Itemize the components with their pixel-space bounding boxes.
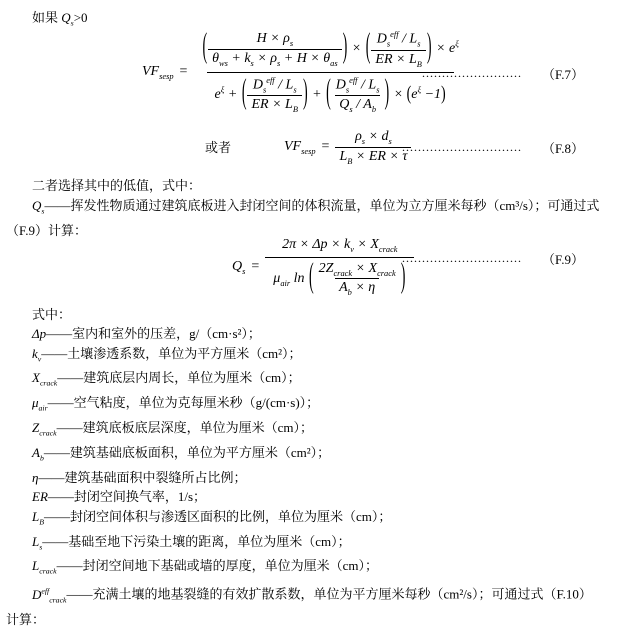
plus-sign: + xyxy=(312,86,322,102)
eq9-inner-den: $A_b \times \eta$ xyxy=(335,278,379,297)
def-item xyxy=(32,487,616,506)
dotted-leader-f8: .............................. xyxy=(402,140,522,154)
def-desc: ——建筑基础面积中裂缝所占比例； xyxy=(38,470,247,486)
definition-list xyxy=(6,305,616,629)
def-desc: ——空气粘度，单位为克每厘米秒（g/(cm·s)）； xyxy=(47,395,320,411)
eq7-frac1-den: $\theta_{ws} + k_s \times \rho_s + H \times \theta_{as}$ xyxy=(208,49,341,68)
def-desc: ——建筑基础底板面积，单位为平方厘米（cm²）； xyxy=(43,445,331,461)
def-desc: ——封闭空间体积与渗透区面积的比例，单位为厘米（cm）； xyxy=(44,508,392,524)
eq9-inner-num: $2Z_{crack} \times X_{crack}$ xyxy=(318,260,396,278)
equation-label-f9: （F.9） xyxy=(542,252,584,267)
def-term: $X_{crack}$ xyxy=(32,370,58,389)
def-term: $L_{crack}$ xyxy=(32,558,57,577)
eq9-lhs: $Q_s$ xyxy=(232,258,246,276)
qs-term: $Q_s$ xyxy=(32,198,45,216)
def-desc: ——封闭空间换气率，1/s； xyxy=(47,489,207,505)
equation-label-f8: （F.8） xyxy=(542,141,584,156)
intro-prefix: 如果 xyxy=(32,10,62,25)
equation-label-f7: （F.7） xyxy=(542,67,584,82)
eq8-equals: = xyxy=(321,139,330,154)
def-item xyxy=(32,443,616,468)
def-term: $A_b$ xyxy=(32,445,44,463)
eq9-den: $\mu_{air}$ ln ( $\frac{2Z_{crack} \times X_{crack}}{A_b \times \eta}$ ) xyxy=(265,257,414,299)
def-desc: ——室内和室外的压差，g/（cm·s²）； xyxy=(46,326,261,342)
eq9-num: $2\pi \times \Delta p \times k_v \times X_{crack}$ xyxy=(282,236,398,254)
dotted-leader-f9: .............................. xyxy=(402,251,522,265)
closing-text: 计算： xyxy=(6,611,46,627)
multiply-sign: × xyxy=(436,41,446,57)
eq7-numerator: ( $\frac{H \times \rho_s}{\theta_{ws} + k_s \times \rho_s + H \times \theta_{as}}$ ) × ( $\frac{D_s^{eff} / L_s}{ER \times L_B}$ ) × $e^\xi$ xyxy=(202,29,459,69)
where-label: 式中： xyxy=(32,307,72,322)
def-item xyxy=(32,324,616,343)
eq9-den-prefix: $\mu_{air}$ ln xyxy=(273,270,305,288)
eq7-equals: = xyxy=(179,64,188,79)
def-desc: ——土壤渗透系数，单位为平方厘米（cm²）； xyxy=(41,345,302,361)
def-term: $Z_{crack}$ xyxy=(32,420,57,438)
def-desc: ——建筑底板底层深度，单位为厘米（cm）； xyxy=(56,420,313,436)
def-term: $D^{eff}_{crack}$ xyxy=(32,586,67,605)
eq7-frac2-den: ER × $L_B$ xyxy=(371,50,425,69)
eq8-num: $\rho_s \times d_s$ xyxy=(355,128,392,146)
eq7-frac2-num: $D_s^{eff} / L_s$ xyxy=(376,30,421,49)
def-item xyxy=(32,344,616,369)
eq7-lhs: $VF_{sesp}$ xyxy=(142,63,174,81)
def-term: $L_s$ xyxy=(32,533,43,552)
eq9-equals: = xyxy=(251,259,260,274)
equation-f9 xyxy=(232,234,414,300)
def-item xyxy=(32,418,616,443)
def-term: $\mu_{air}$ xyxy=(32,395,48,413)
def-desc: ——充满土壤的地基裂缝的有效扩散系数，单位为平方厘米每秒（cm²/s）；可通过式（F.10） xyxy=(66,586,592,602)
eq7-expm1: $e^\xi -1$ xyxy=(411,84,442,102)
intro-variable: $Q_s$ xyxy=(61,10,74,28)
intro-line xyxy=(32,8,88,33)
def-term: ER xyxy=(32,489,48,505)
def-item xyxy=(32,532,616,557)
def-term: η xyxy=(32,470,39,486)
choose-lower-text: 二者选择其中的低值，式中： xyxy=(32,178,202,193)
def-item xyxy=(32,556,616,581)
def-term: Δp xyxy=(32,326,47,342)
def-desc: ——建筑底层内周长，单位为厘米（cm）； xyxy=(57,370,301,386)
eq7-frac1-num: $H \times \rho_s$ xyxy=(256,31,294,48)
eq7-frac2b-num: $D_s^{eff} / L_s$ xyxy=(252,75,297,94)
eq8-lhs: $VF_{sesp}$ xyxy=(284,138,316,156)
eq7-frac3-den: $Q_s / A_b$ xyxy=(335,95,380,114)
def-desc: ——封闭空间地下基础或墙的厚度，单位为厘米（cm）； xyxy=(56,558,378,574)
eq7-exp2: $e^\xi$ xyxy=(214,84,225,102)
intro-suffix: >0 xyxy=(73,10,88,25)
multiply-sign: × xyxy=(393,86,404,102)
dotted-leader-f7: ......................... xyxy=(422,66,522,80)
def-term: $k_v$ xyxy=(32,345,42,364)
def-item xyxy=(32,507,616,532)
def-item xyxy=(32,468,616,487)
eq7-frac3-num: $D_s^{eff} / L_s$ xyxy=(335,75,380,94)
eq7-frac2b-den: ER × $L_B$ xyxy=(247,95,301,114)
def-item xyxy=(32,393,616,418)
def-desc: ——基础至地下污染土壤的距离，单位为厘米（cm）； xyxy=(42,533,351,549)
multiply-sign: × xyxy=(351,41,362,57)
eq8-den: $L_B$ × ER × τ xyxy=(335,147,411,166)
or-label: 或者 xyxy=(205,140,232,155)
def-term: $L_B$ xyxy=(32,508,44,527)
equation-f7 xyxy=(142,22,467,122)
plus-sign: + xyxy=(227,86,238,102)
eq7-exp: $e^\xi$ xyxy=(448,39,459,57)
eq7-denominator: $e^\xi$ + ( $\frac{D_s^{eff} / L_s}{ER \times L_B}$ ) + ( $\frac{D_s^{eff} / L_s}{Q_s / A_b}$ ) × $(e^\xi -1)$ xyxy=(207,72,454,115)
equation-f8 xyxy=(284,126,411,168)
def-item xyxy=(32,581,616,609)
qs-desc-text: ——挥发性物质通过建筑底板进入封闭空间的体积流量，单位为立方厘米每秒（cm³/s）；可通过式（F.9）计算： xyxy=(6,198,600,239)
def-item xyxy=(32,368,616,393)
